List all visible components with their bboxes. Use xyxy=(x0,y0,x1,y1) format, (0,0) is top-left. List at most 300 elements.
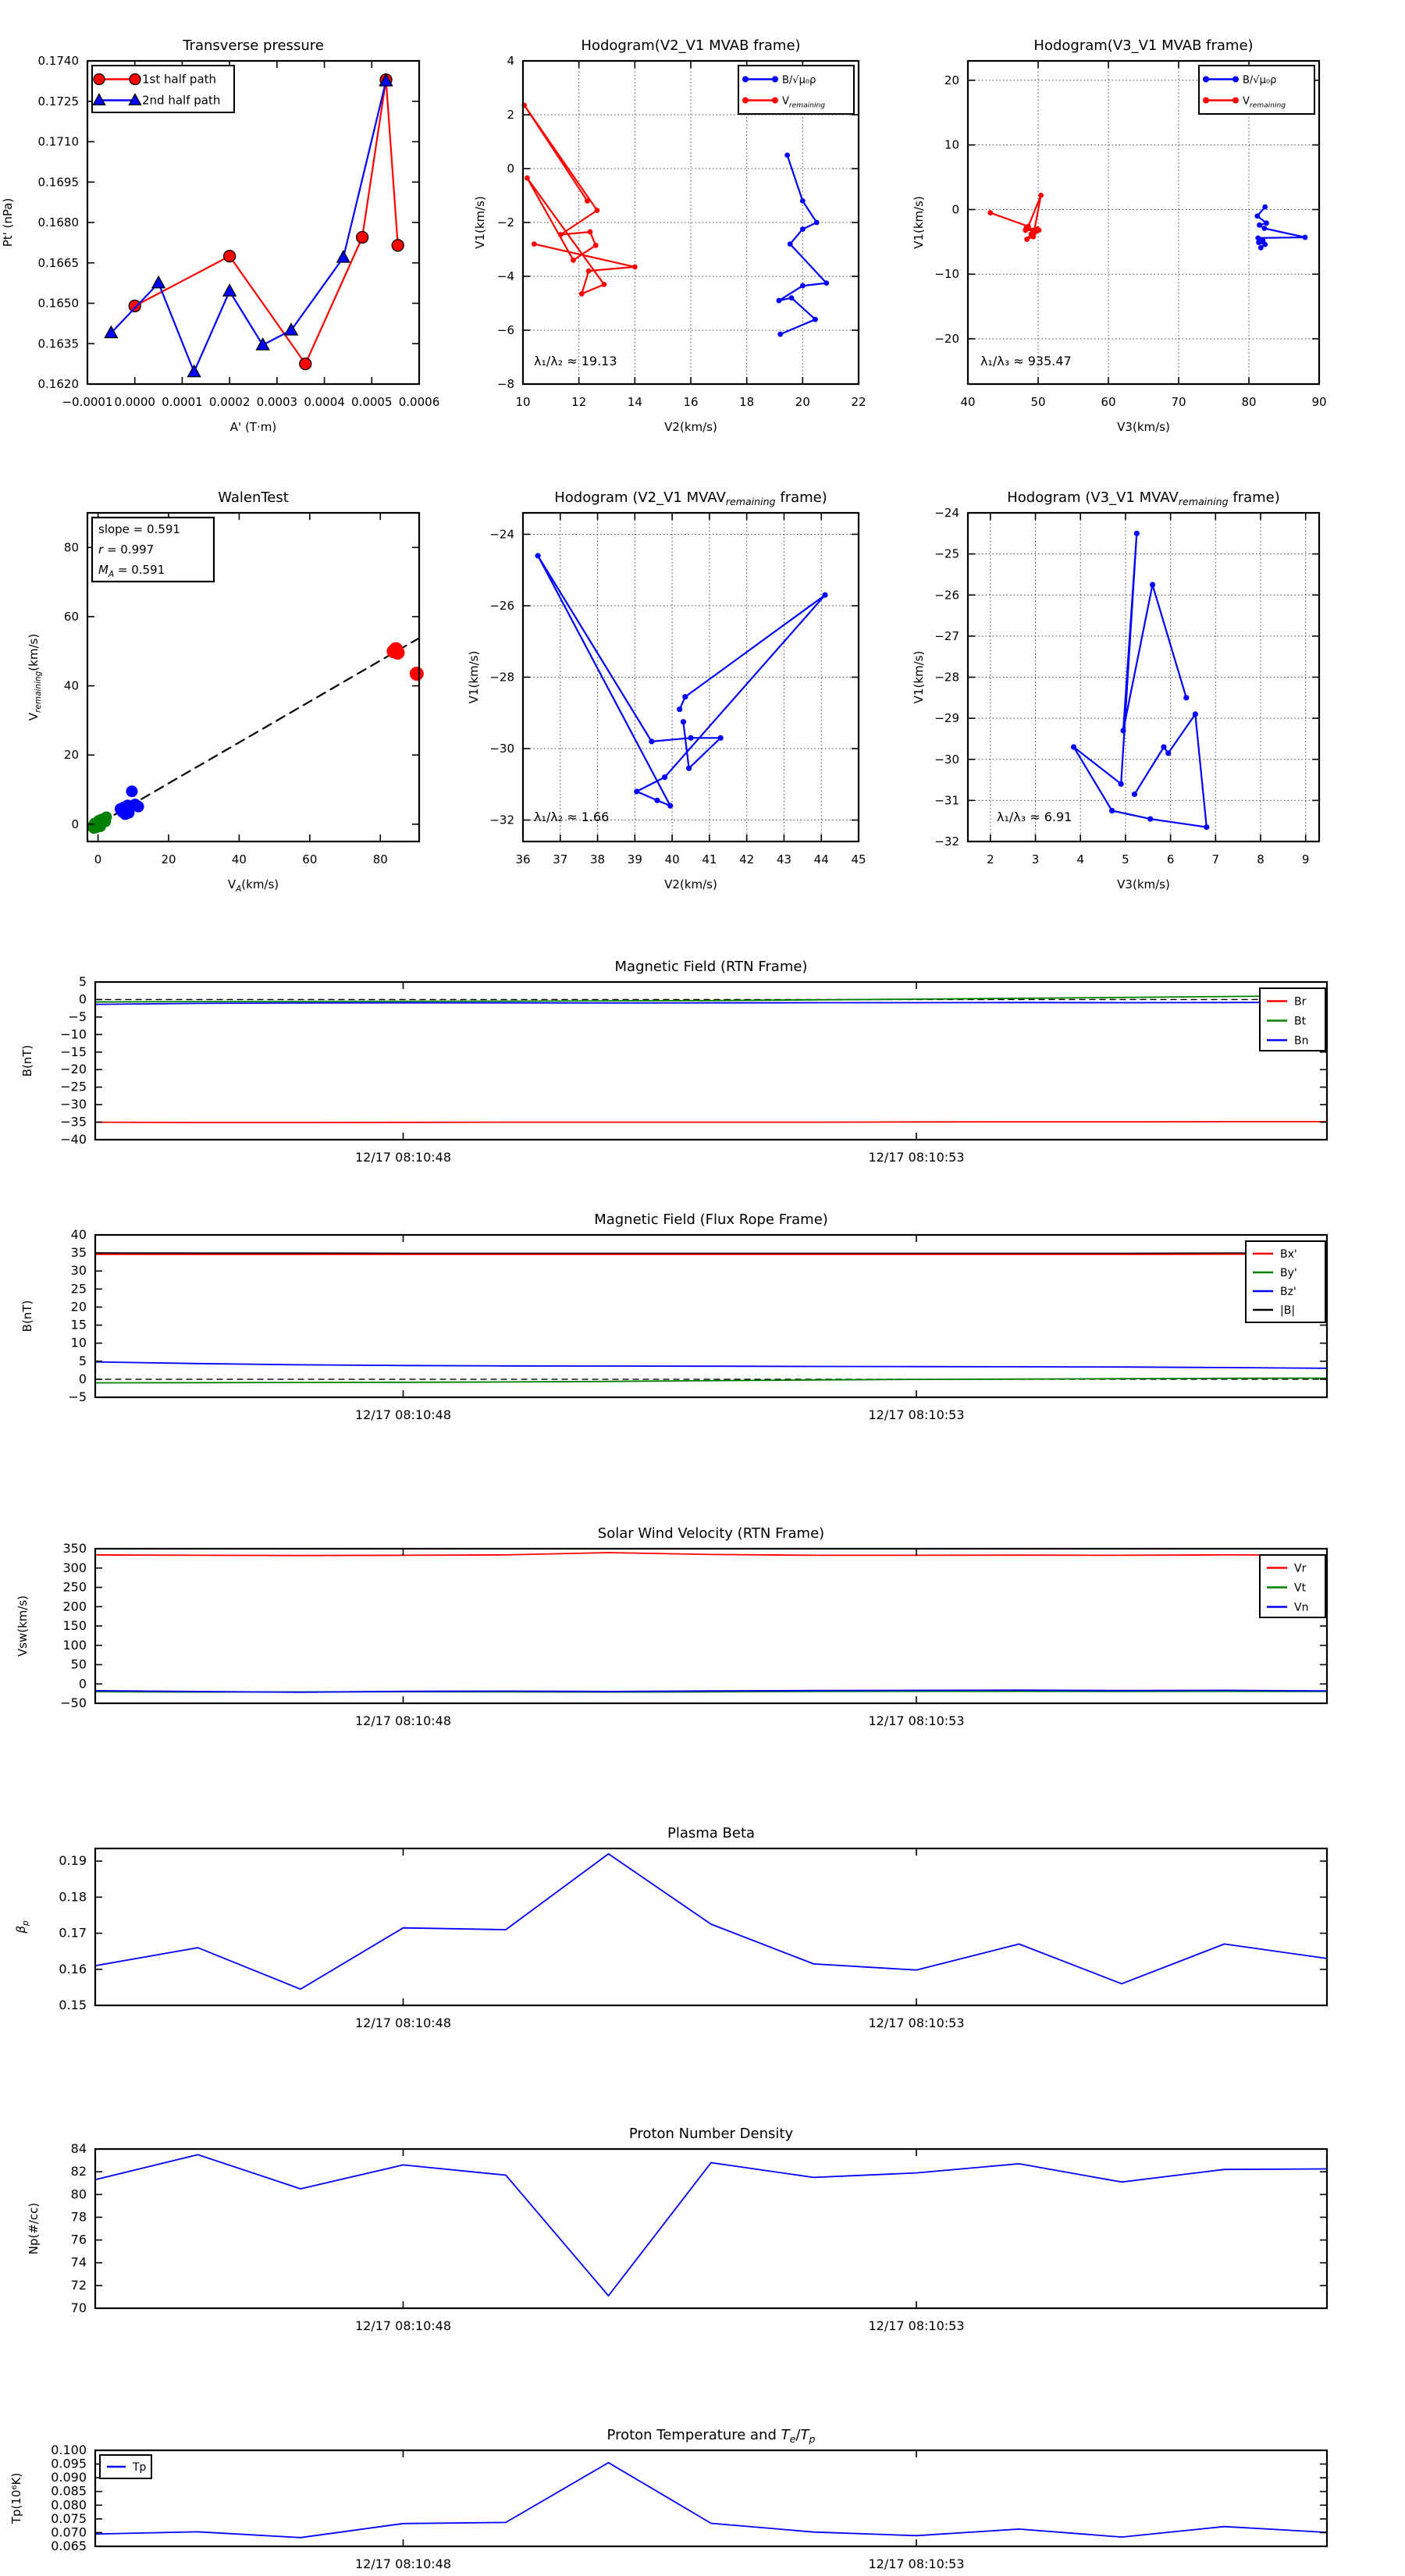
marker-dot xyxy=(1193,711,1198,717)
y-tick-label: 2 xyxy=(507,108,514,122)
marker-dot xyxy=(535,553,541,558)
x-tick-label: 70 xyxy=(1171,395,1186,409)
y-tick-label: −25 xyxy=(60,1079,87,1094)
marker-dot xyxy=(788,241,793,247)
marker-dot xyxy=(1204,824,1209,830)
marker-dot xyxy=(681,719,686,724)
x-tick-label: 38 xyxy=(590,852,606,866)
marker-dot xyxy=(776,298,781,304)
legend-label: B/√μ₀ρ xyxy=(782,74,816,87)
marker-dot xyxy=(822,592,827,598)
marker-dot xyxy=(123,807,134,819)
marker-dot xyxy=(1232,98,1239,104)
y-tick-label: 0 xyxy=(78,1676,87,1692)
marker-dot xyxy=(800,226,806,232)
x-tick-label: 12/17 08:10:48 xyxy=(354,2318,452,2333)
y-tick-label: 0.075 xyxy=(51,2510,87,2526)
chart-title: Magnetic Field (Flux Rope Frame) xyxy=(594,1212,828,1228)
chart-transverse-pressure xyxy=(1,37,439,434)
y-axis-label: Tp(10⁶K) xyxy=(9,2472,23,2524)
annotation: λ₁/λ₃ ≈ 935.47 xyxy=(980,354,1072,368)
y-tick-label: 0.1680 xyxy=(37,215,79,229)
legend-label: $V_{remaining}$ xyxy=(1243,95,1286,110)
chart-title: WalenTest xyxy=(218,489,289,506)
legend-label: Br xyxy=(1294,995,1307,1009)
series-V remaining hodogram xyxy=(538,556,825,806)
marker-dot xyxy=(688,735,693,741)
x-tick-label: 40 xyxy=(231,852,247,866)
marker-dot xyxy=(1258,245,1264,251)
y-tick-label: 40 xyxy=(63,678,79,693)
chart-title: Transverse pressure xyxy=(183,37,324,54)
chart-title: Magnetic Field (RTN Frame) xyxy=(614,959,808,975)
marker-dot xyxy=(1038,193,1044,198)
marker-triangle xyxy=(223,284,236,296)
x-tick-label: 12/17 08:10:48 xyxy=(354,1407,452,1422)
y-axis-label: $\beta_p$ xyxy=(14,1920,30,1934)
x-tick-label: 8 xyxy=(1257,852,1264,866)
y-tick-label: 300 xyxy=(62,1560,87,1575)
chart-title: Hodogram (V2_V1 $MVAV_{remaining}$ frame) xyxy=(554,489,827,507)
x-tick-label: 0.0001 xyxy=(162,395,203,409)
series-2nd half path xyxy=(111,81,386,372)
y-axis-label: Pt' (nPa) xyxy=(1,197,15,247)
marker-dot xyxy=(1024,237,1030,242)
y-tick-label: 5 xyxy=(78,974,87,989)
marker-triangle xyxy=(188,365,201,377)
marker-dot xyxy=(586,269,592,274)
x-tick-label: 37 xyxy=(553,852,568,866)
marker-dot xyxy=(686,766,692,771)
y-tick-label: −5 xyxy=(68,1009,87,1024)
y-tick-label: 20 xyxy=(70,1299,87,1315)
series-Bt xyxy=(95,996,1327,1002)
x-axis-label: V2(km/s) xyxy=(664,420,717,434)
y-tick-label: 0.080 xyxy=(51,2497,87,2513)
marker-dot xyxy=(1232,76,1239,83)
y-tick-label: 0.1620 xyxy=(37,377,79,391)
chart-title: Proton Number Density xyxy=(628,2126,794,2142)
marker-dot xyxy=(1120,728,1126,733)
y-tick-label: −29 xyxy=(934,711,959,726)
y-tick-label: 76 xyxy=(70,2232,87,2247)
y-tick-label: −10 xyxy=(934,267,959,282)
y-tick-label: 0 xyxy=(71,817,79,831)
y-tick-label: 100 xyxy=(62,1637,87,1653)
x-tick-label: 22 xyxy=(851,395,866,409)
annotation: λ₁/λ₂ ≈ 1.66 xyxy=(534,809,610,824)
marker-dot xyxy=(800,198,806,204)
marker-dot xyxy=(1256,240,1261,245)
chart-title: Proton Temperature and $T_e/T_p$ xyxy=(606,2427,816,2445)
y-tick-label: −40 xyxy=(60,1132,87,1147)
x-tick-label: 39 xyxy=(627,852,642,866)
legend-label: By' xyxy=(1280,1267,1297,1279)
marker-dot xyxy=(1029,232,1034,237)
x-tick-label: 12/17 08:10:48 xyxy=(354,1713,452,1728)
x-tick-label: 12/17 08:10:53 xyxy=(868,2318,965,2333)
marker-dot xyxy=(1264,220,1269,226)
axes-box xyxy=(95,2149,1327,2308)
marker-dot xyxy=(718,735,724,741)
y-axis-label: V1(km/s) xyxy=(912,196,926,249)
marker-dot xyxy=(1183,695,1189,700)
marker-dot xyxy=(1037,228,1042,233)
marker-dot xyxy=(654,798,660,803)
x-tick-label: 16 xyxy=(683,395,699,409)
marker-dot xyxy=(677,706,682,712)
y-tick-label: 0 xyxy=(78,1371,87,1386)
y-tick-label: 0.090 xyxy=(51,2470,87,2485)
marker-triangle xyxy=(152,276,165,288)
x-tick-label: −0.0001 xyxy=(62,395,113,409)
legend-box xyxy=(1260,1555,1325,1617)
x-tick-label: 12/17 08:10:48 xyxy=(354,2556,452,2571)
marker-dot xyxy=(1109,808,1115,813)
marker-dot xyxy=(1303,235,1308,240)
x-tick-label: 44 xyxy=(813,852,829,866)
marker-dot xyxy=(1071,744,1076,749)
y-tick-label: 0.17 xyxy=(59,1925,87,1941)
y-tick-label: −5 xyxy=(68,1389,87,1404)
marker-dot xyxy=(632,265,638,270)
chart-proton-temperature xyxy=(9,2427,1327,2571)
y-tick-label: −50 xyxy=(60,1695,87,1710)
y-tick-label: 0.15 xyxy=(59,1998,87,2012)
y-tick-label: −6 xyxy=(496,323,514,337)
y-tick-label: 70 xyxy=(70,2300,87,2315)
x-axis-label: V2(km/s) xyxy=(664,877,717,891)
y-tick-label: 0.1635 xyxy=(37,336,79,351)
x-tick-label: 12/17 08:10:48 xyxy=(354,2016,452,2030)
y-axis-label: V1(km/s) xyxy=(912,650,926,704)
y-axis-label: B(nT) xyxy=(20,1044,34,1077)
y-tick-label: 74 xyxy=(70,2254,87,2270)
y-tick-label: 60 xyxy=(63,609,79,624)
marker-dot xyxy=(800,283,806,289)
legend-label: Vt xyxy=(1294,1582,1307,1595)
chart-magnetic-field-rtn xyxy=(20,959,1327,1165)
marker-dot xyxy=(1257,222,1262,228)
axes-box xyxy=(95,1235,1327,1397)
marker-dot xyxy=(585,198,590,204)
y-tick-label: 0.16 xyxy=(59,1961,87,1976)
y-tick-label: −15 xyxy=(60,1044,87,1059)
y-tick-label: 0.100 xyxy=(51,2443,87,2457)
y-tick-label: 0.1740 xyxy=(37,54,79,68)
marker-dot xyxy=(1262,205,1268,210)
marker-dot xyxy=(1262,242,1268,247)
marker-dot xyxy=(1023,228,1028,233)
y-tick-label: 5 xyxy=(78,1353,87,1368)
y-tick-label: 0.19 xyxy=(59,1853,87,1869)
y-tick-label: −31 xyxy=(934,793,959,808)
y-axis-label: $V_{remaining}(km/s)$ xyxy=(27,633,43,721)
chart-hodogram-v3v1-mvab xyxy=(912,37,1327,434)
axes-box xyxy=(95,982,1327,1140)
x-tick-label: 50 xyxy=(1030,395,1046,409)
y-tick-label: 0.1665 xyxy=(37,255,79,270)
chart-hodogram-v2v1-mvav xyxy=(467,489,866,891)
marker-dot xyxy=(126,785,137,797)
series-Tp xyxy=(95,2463,1327,2538)
marker-circle xyxy=(224,251,236,262)
marker-circle xyxy=(357,231,368,243)
y-tick-label: −30 xyxy=(934,752,959,767)
marker-dot xyxy=(1254,213,1260,219)
x-tick-label: 2 xyxy=(987,852,994,866)
chart-title: Solar Wind Velocity (RTN Frame) xyxy=(597,1525,825,1542)
legend-label: |B| xyxy=(1280,1304,1296,1317)
y-tick-label: 25 xyxy=(70,1281,87,1297)
chart-title: Plasma Beta xyxy=(667,1825,756,1841)
series-V remaining xyxy=(525,105,635,294)
chart-hodogram-v3v1-mvav xyxy=(912,489,1319,891)
y-tick-label: 50 xyxy=(70,1656,87,1672)
marker-dot xyxy=(682,694,688,699)
y-axis-label: V1(km/s) xyxy=(467,650,481,704)
x-tick-label: 12/17 08:10:53 xyxy=(868,1713,965,1728)
chart-hodogram-v2v1-mvab xyxy=(473,37,866,434)
series-Vr xyxy=(95,1553,1327,1556)
y-tick-label: 0.18 xyxy=(59,1889,87,1905)
y-tick-label: 84 xyxy=(70,2141,87,2156)
y-tick-label: 0.065 xyxy=(51,2539,87,2553)
marker-dot xyxy=(571,258,576,263)
series-Bn xyxy=(95,1002,1327,1005)
x-tick-label: 80 xyxy=(372,852,388,866)
chart-walen-test xyxy=(27,489,424,894)
stats-line: r = 0.997 xyxy=(98,543,155,557)
x-tick-label: 60 xyxy=(1101,395,1116,409)
y-axis-label: Np(#/cc) xyxy=(27,2202,41,2255)
y-tick-label: −35 xyxy=(60,1114,87,1130)
y-tick-label: 10 xyxy=(70,1335,87,1350)
y-axis-label: B(nT) xyxy=(20,1300,34,1332)
axes-box xyxy=(95,1549,1327,1703)
marker-circle xyxy=(392,240,404,251)
marker-dot xyxy=(772,76,778,83)
y-tick-label: −30 xyxy=(60,1097,87,1112)
y-tick-label: 82 xyxy=(70,2164,87,2179)
series-Np xyxy=(95,2154,1327,2296)
y-tick-label: 350 xyxy=(62,1541,87,1556)
marker-dot xyxy=(634,788,639,794)
x-tick-label: 0.0006 xyxy=(398,395,440,409)
legend-label: Bn xyxy=(1294,1034,1309,1048)
x-tick-label: 18 xyxy=(739,395,755,409)
y-tick-label: −8 xyxy=(496,377,514,391)
marker-dot xyxy=(814,220,820,226)
marker-dot xyxy=(742,98,749,104)
x-axis-label: A' (T·m) xyxy=(229,420,277,434)
legend-box xyxy=(1260,988,1325,1051)
x-tick-label: 3 xyxy=(1031,852,1040,866)
x-tick-label: 0.0005 xyxy=(351,395,393,409)
y-tick-label: 0.1695 xyxy=(37,175,79,190)
legend-label: Bx' xyxy=(1280,1248,1297,1261)
marker-dot xyxy=(1203,76,1209,83)
marker-circle xyxy=(300,358,311,370)
marker-circle xyxy=(129,300,140,311)
marker-dot xyxy=(1261,226,1267,231)
legend-label: Tp xyxy=(133,2461,147,2474)
y-tick-label: 150 xyxy=(62,1618,87,1633)
x-tick-label: 5 xyxy=(1122,852,1129,866)
x-axis-label: V3(km/s) xyxy=(1117,877,1170,891)
y-tick-label: 40 xyxy=(70,1227,87,1242)
chart-magnetic-field-flux-rope xyxy=(20,1212,1327,1422)
y-tick-label: 0.085 xyxy=(51,2483,87,2499)
x-tick-label: 12/17 08:10:48 xyxy=(354,1150,452,1165)
marker-dot xyxy=(588,229,593,235)
y-tick-label: −25 xyxy=(934,546,959,561)
y-tick-label: 0.095 xyxy=(51,2456,87,2471)
y-tick-label: 80 xyxy=(63,540,79,555)
y-tick-label: 0 xyxy=(78,991,87,1007)
x-axis-label: V3(km/s) xyxy=(1117,420,1170,434)
marker-dot xyxy=(525,176,530,181)
y-tick-label: 78 xyxy=(70,2209,87,2225)
x-tick-label: 42 xyxy=(739,852,755,866)
y-tick-label: 35 xyxy=(70,1245,87,1261)
y-tick-label: 80 xyxy=(70,2186,87,2202)
y-tick-label: −32 xyxy=(934,834,959,849)
x-tick-label: 40 xyxy=(960,395,976,409)
x-tick-label: 0.0004 xyxy=(304,395,345,409)
marker-dot xyxy=(1119,781,1124,787)
annotation: λ₁/λ₃ ≈ 6.91 xyxy=(997,809,1072,824)
x-tick-label: 41 xyxy=(702,852,717,866)
marker-dot xyxy=(667,803,673,809)
y-tick-label: −26 xyxy=(934,588,959,603)
marker-dot xyxy=(789,295,795,301)
y-tick-label: −2 xyxy=(496,215,514,229)
y-tick-label: 4 xyxy=(507,54,514,68)
x-tick-label: 4 xyxy=(1076,852,1085,866)
marker-dot xyxy=(987,210,993,215)
x-tick-label: 0.0003 xyxy=(256,395,298,409)
marker-dot xyxy=(100,817,111,827)
marker-circle xyxy=(130,74,140,85)
x-tick-label: 45 xyxy=(851,852,866,866)
series-beta xyxy=(95,1854,1327,1989)
chart-proton-number-density xyxy=(27,2126,1327,2333)
y-tick-label: −24 xyxy=(934,506,959,520)
annotation: λ₁/λ₂ ≈ 19.13 xyxy=(534,354,617,368)
axes-box xyxy=(95,1848,1327,2005)
y-tick-label: 20 xyxy=(944,73,959,87)
y-tick-label: 200 xyxy=(62,1599,87,1614)
x-tick-label: 0.0000 xyxy=(114,395,155,409)
x-tick-label: 12/17 08:10:53 xyxy=(868,1407,965,1422)
series-Br xyxy=(95,1122,1327,1123)
x-tick-label: 80 xyxy=(1241,395,1257,409)
marker-dot xyxy=(579,291,585,297)
legend-label: B/√μ₀ρ xyxy=(1243,74,1277,87)
x-tick-label: 43 xyxy=(776,852,791,866)
y-tick-label: 20 xyxy=(63,748,79,763)
x-tick-label: 12/17 08:10:53 xyxy=(868,2556,965,2571)
marker-dot xyxy=(784,152,790,158)
x-tick-label: 14 xyxy=(627,395,642,409)
x-tick-label: 9 xyxy=(1301,852,1310,866)
x-tick-label: 20 xyxy=(795,395,810,409)
marker-dot xyxy=(390,646,404,660)
series-Bz' xyxy=(95,1362,1327,1368)
legend-label: $V_{remaining}$ xyxy=(782,95,826,110)
marker-triangle xyxy=(257,338,269,350)
marker-dot xyxy=(742,76,749,83)
chart-title: Hodogram (V3_V1 $MVAV_{remaining}$ frame) xyxy=(1007,489,1280,507)
x-tick-label: 7 xyxy=(1211,852,1220,866)
marker-dot xyxy=(1165,750,1171,756)
axes-box xyxy=(95,2450,1327,2546)
x-tick-label: 10 xyxy=(515,395,531,409)
y-tick-label: 10 xyxy=(944,137,959,152)
series-|B| xyxy=(95,1253,1327,1254)
y-tick-label: −26 xyxy=(489,598,514,613)
marker-dot xyxy=(777,332,783,337)
x-tick-label: 36 xyxy=(515,852,531,866)
x-axis-label: $V_A(km/s)$ xyxy=(227,877,279,894)
x-tick-label: 60 xyxy=(302,852,318,866)
x-tick-label: 90 xyxy=(1311,395,1327,409)
x-tick-label: 6 xyxy=(1166,852,1175,866)
legend-label: Vr xyxy=(1294,1562,1307,1575)
y-tick-label: −20 xyxy=(934,332,959,347)
x-tick-label: 12/17 08:10:53 xyxy=(868,2016,965,2030)
marker-dot xyxy=(1150,582,1155,587)
y-tick-label: −10 xyxy=(60,1026,87,1042)
y-tick-label: −24 xyxy=(489,527,514,542)
legend-label: 2nd half path xyxy=(142,93,221,108)
chart-title: Hodogram(V3_V1 MVAB frame) xyxy=(1033,37,1254,54)
marker-dot xyxy=(1134,531,1140,536)
x-tick-label: 12 xyxy=(571,395,587,409)
y-tick-label: 0 xyxy=(507,162,514,176)
marker-dot xyxy=(1147,816,1153,821)
marker-dot xyxy=(558,232,564,237)
chart-solar-wind-velocity xyxy=(16,1525,1327,1728)
y-tick-label: −4 xyxy=(496,269,514,283)
marker-dot xyxy=(410,667,424,681)
y-tick-label: 30 xyxy=(70,1263,87,1279)
marker-triangle xyxy=(337,251,350,262)
legend-label: Bz' xyxy=(1280,1286,1297,1298)
marker-dot xyxy=(1203,98,1209,104)
x-tick-label: 20 xyxy=(161,852,176,866)
marker-dot xyxy=(532,241,537,247)
series-V remaining hodogram xyxy=(1074,533,1207,827)
marker-dot xyxy=(602,282,607,287)
y-tick-label: −30 xyxy=(489,742,514,756)
y-axis-label: Vsw(km/s) xyxy=(16,1595,30,1657)
y-tick-label: 250 xyxy=(62,1579,87,1595)
y-tick-label: 0.1650 xyxy=(37,296,79,311)
marker-circle xyxy=(94,74,105,85)
chart-title: Hodogram(V2_V1 MVAB frame) xyxy=(581,37,801,54)
legend-label: 1st half path xyxy=(142,72,217,87)
x-tick-label: 0 xyxy=(94,852,102,866)
y-tick-label: 0.1725 xyxy=(37,94,79,109)
marker-dot xyxy=(823,280,829,286)
marker-dot xyxy=(1161,744,1166,749)
y-tick-label: −20 xyxy=(60,1062,87,1077)
y-tick-label: 0.070 xyxy=(51,2524,87,2540)
marker-dot xyxy=(595,208,600,213)
stats-line: slope = 0.591 xyxy=(98,522,180,536)
